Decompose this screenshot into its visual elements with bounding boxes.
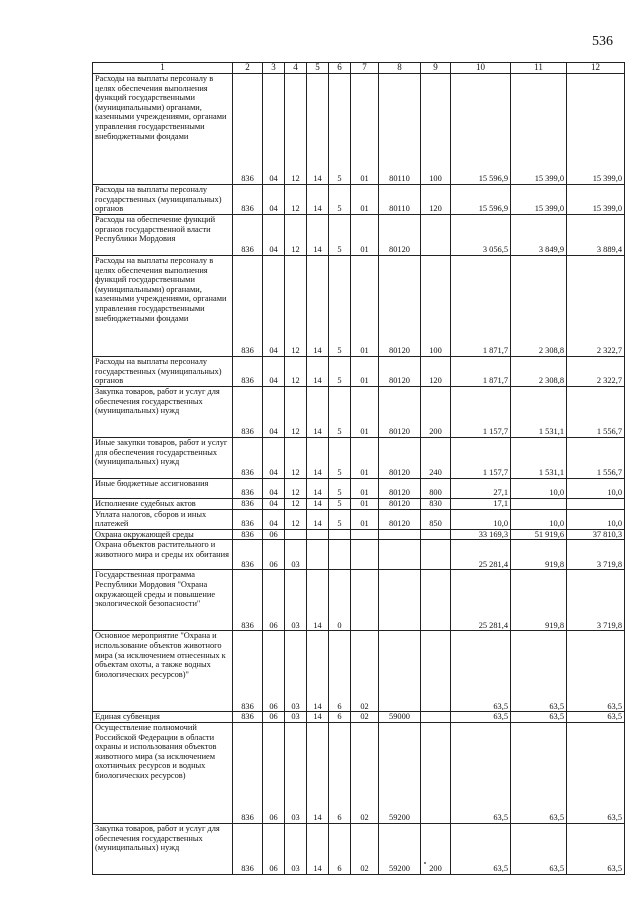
- cell-c8: 80120: [379, 357, 421, 387]
- cell-c10: 15 596,9: [451, 74, 511, 185]
- row-name: Расходы на выплаты персоналу государственных (муниципальных) органов: [93, 185, 233, 215]
- cell-c11: 63,5: [511, 823, 567, 874]
- cell-c12: 3 719,8: [567, 570, 625, 631]
- cell-c4: 12: [285, 74, 307, 185]
- row-name: Расходы на выплаты персоналу в целях обеспечения выполнения функций государственными (муниципальными) органами, казенными учреждениями, органами управления государственными внебюджетными фондами: [93, 256, 233, 357]
- cell-c7: 01: [351, 185, 379, 215]
- cell-c5: 14: [307, 823, 329, 874]
- cell-c9: 120: [421, 357, 451, 387]
- cell-c11: 51 919,6: [511, 529, 567, 540]
- column-header: 5: [307, 63, 329, 74]
- cell-c3: 04: [263, 74, 285, 185]
- column-header: 8: [379, 63, 421, 74]
- cell-c6: 5: [329, 256, 351, 357]
- cell-c9: 830: [421, 499, 451, 510]
- cell-c4: 12: [285, 509, 307, 529]
- cell-c10: 33 169,3: [451, 529, 511, 540]
- cell-c4: 03: [285, 631, 307, 712]
- row-name: Расходы на выплаты персоналу в целях обеспечения выполнения функций государственными (муниципальными) органами, казенными учреждениями, органами управления государственными внебюджетными фондами: [93, 74, 233, 185]
- cell-c3: 04: [263, 185, 285, 215]
- cell-c11: 2 308,8: [511, 357, 567, 387]
- cell-c7: [351, 570, 379, 631]
- cell-c5: 14: [307, 256, 329, 357]
- cell-c3: 06: [263, 722, 285, 823]
- cell-c10: 63,5: [451, 823, 511, 874]
- cell-c8: 80120: [379, 479, 421, 499]
- cell-c2: 836: [233, 256, 263, 357]
- cell-c4: 12: [285, 499, 307, 510]
- row-name: Иные закупки товаров, работ и услуг для обеспечения государственных (муниципальных) нужд: [93, 438, 233, 479]
- cell-c6: 6: [329, 823, 351, 874]
- cell-c7: 01: [351, 215, 379, 256]
- cell-c2: 836: [233, 185, 263, 215]
- cell-c2: 836: [233, 823, 263, 874]
- cell-c5: [307, 529, 329, 540]
- cell-c6: 5: [329, 509, 351, 529]
- cell-c2: 836: [233, 529, 263, 540]
- page-number: 536: [592, 34, 613, 49]
- cell-c2: 836: [233, 74, 263, 185]
- cell-c5: 14: [307, 712, 329, 723]
- cell-c12: 2 322,7: [567, 256, 625, 357]
- cell-c6: 5: [329, 387, 351, 438]
- cell-c8: 80120: [379, 215, 421, 256]
- cell-c4: 12: [285, 185, 307, 215]
- row-name: Исполнение судебных актов: [93, 499, 233, 510]
- cell-c3: 06: [263, 631, 285, 712]
- row-name: Расходы на обеспечение функций органов государственной власти Республики Мордовия: [93, 215, 233, 256]
- cell-c8: 80110: [379, 74, 421, 185]
- cell-c5: 14: [307, 185, 329, 215]
- row-name: Основное мероприятие "Охрана и использование объектов животного мира (за исключением отнесенных к объектам охоты, а также водных биологических ресурсов)": [93, 631, 233, 712]
- cell-c6: 5: [329, 499, 351, 510]
- cell-c2: 836: [233, 479, 263, 499]
- cell-c9: 240: [421, 438, 451, 479]
- cell-c12: 63,5: [567, 631, 625, 712]
- cell-c3: 04: [263, 215, 285, 256]
- cell-c8: 80120: [379, 509, 421, 529]
- cell-c7: 01: [351, 387, 379, 438]
- cell-c10: 27,1: [451, 479, 511, 499]
- cell-c8: 59000: [379, 712, 421, 723]
- cell-c5: 14: [307, 215, 329, 256]
- cell-c8: 80120: [379, 387, 421, 438]
- cell-c5: 14: [307, 438, 329, 479]
- cell-c7: 01: [351, 479, 379, 499]
- cell-c2: 836: [233, 722, 263, 823]
- cell-c2: 836: [233, 509, 263, 529]
- row-name: Государственная программа Республики Мордовия "Охрана окружающей среды и повышение экологической безопасности": [93, 570, 233, 631]
- cell-c12: 1 556,7: [567, 387, 625, 438]
- cell-c6: 5: [329, 479, 351, 499]
- cell-c11: 10,0: [511, 509, 567, 529]
- row-name: Закупка товаров, работ и услуг для обеспечения государственных (муниципальных) нужд: [93, 387, 233, 438]
- cell-c11: 3 849,9: [511, 215, 567, 256]
- cell-c4: 12: [285, 357, 307, 387]
- cell-c9: [421, 529, 451, 540]
- cell-c10: 17,1: [451, 499, 511, 510]
- cell-c11: 10,0: [511, 479, 567, 499]
- cell-c11: 15 399,0: [511, 74, 567, 185]
- column-header: 12: [567, 63, 625, 74]
- cell-c6: 0: [329, 570, 351, 631]
- cell-c10: 1 157,7: [451, 387, 511, 438]
- cell-c9: [421, 540, 451, 570]
- cell-c5: 14: [307, 74, 329, 185]
- table-row: [93, 499, 625, 510]
- cell-c11: 63,5: [511, 712, 567, 723]
- cell-c11: 63,5: [511, 631, 567, 712]
- cell-c12: 15 399,0: [567, 74, 625, 185]
- table-row: [93, 540, 625, 570]
- cell-c11: 1 531,1: [511, 387, 567, 438]
- cell-c6: 5: [329, 74, 351, 185]
- cell-c8: 80120: [379, 438, 421, 479]
- cell-c10: 63,5: [451, 712, 511, 723]
- row-name: Осуществление полномочий Российской Федерации в области охраны и использования объектов животного мира (за исключением охотничьих ресурсов и водных биологических ресурсов): [93, 722, 233, 823]
- cell-c8: [379, 540, 421, 570]
- cell-c7: 02: [351, 631, 379, 712]
- table-row: [93, 256, 625, 357]
- cell-c2: 836: [233, 570, 263, 631]
- column-header: 4: [285, 63, 307, 74]
- cell-c7: [351, 540, 379, 570]
- cell-c3: 04: [263, 438, 285, 479]
- column-header: 3: [263, 63, 285, 74]
- cell-c12: 15 399,0: [567, 185, 625, 215]
- cell-c5: 14: [307, 631, 329, 712]
- cell-c7: [351, 529, 379, 540]
- table-row: [93, 722, 625, 823]
- row-name: Закупка товаров, работ и услуг для обеспечения государственных (муниципальных) нужд: [93, 823, 233, 874]
- cell-c6: 6: [329, 722, 351, 823]
- cell-c10: 1 157,7: [451, 438, 511, 479]
- cell-c11: [511, 499, 567, 510]
- cell-c4: 12: [285, 438, 307, 479]
- cell-c7: 01: [351, 357, 379, 387]
- table-row: [93, 631, 625, 712]
- column-header: 1: [93, 63, 233, 74]
- cell-c8: [379, 529, 421, 540]
- cell-c12: [567, 499, 625, 510]
- cell-c7: 02: [351, 712, 379, 723]
- cell-c4: 12: [285, 215, 307, 256]
- cell-c3: 04: [263, 479, 285, 499]
- cell-c9: 120: [421, 185, 451, 215]
- cell-c12: 63,5: [567, 712, 625, 723]
- cell-c6: [329, 540, 351, 570]
- cell-c3: 04: [263, 256, 285, 357]
- cell-c6: 6: [329, 631, 351, 712]
- cell-c2: 836: [233, 215, 263, 256]
- cell-c3: 06: [263, 712, 285, 723]
- cell-c12: 10,0: [567, 479, 625, 499]
- cell-c4: 03: [285, 823, 307, 874]
- cell-c3: 06: [263, 570, 285, 631]
- cell-c11: 1 531,1: [511, 438, 567, 479]
- cell-c8: 59200: [379, 823, 421, 874]
- cell-c2: 836: [233, 438, 263, 479]
- cell-c9: 850: [421, 509, 451, 529]
- table-header-row: [93, 63, 625, 74]
- cell-c5: 14: [307, 387, 329, 438]
- cell-c5: 14: [307, 499, 329, 510]
- cell-c2: 836: [233, 540, 263, 570]
- cell-c11: 919,8: [511, 570, 567, 631]
- cell-c3: 06: [263, 529, 285, 540]
- cell-c12: 63,5: [567, 722, 625, 823]
- cell-c7: 01: [351, 509, 379, 529]
- cell-c10: 1 871,7: [451, 357, 511, 387]
- cell-c8: 80120: [379, 256, 421, 357]
- cell-c6: 5: [329, 438, 351, 479]
- cell-c8: [379, 631, 421, 712]
- cell-c10: 63,5: [451, 631, 511, 712]
- cell-c6: 5: [329, 357, 351, 387]
- cell-c9: [421, 722, 451, 823]
- scan-speck: [424, 862, 426, 864]
- cell-c3: 06: [263, 540, 285, 570]
- table-row: [93, 185, 625, 215]
- table-row: [93, 357, 625, 387]
- cell-c8: [379, 570, 421, 631]
- cell-c4: 12: [285, 256, 307, 357]
- cell-c7: 01: [351, 499, 379, 510]
- cell-c10: 15 596,9: [451, 185, 511, 215]
- cell-c9: 200: [421, 387, 451, 438]
- cell-c8: 80120: [379, 499, 421, 510]
- cell-c4: 03: [285, 570, 307, 631]
- cell-c5: 14: [307, 570, 329, 631]
- cell-c6: [329, 529, 351, 540]
- cell-c11: 2 308,8: [511, 256, 567, 357]
- cell-c3: 04: [263, 357, 285, 387]
- table-row: [93, 823, 625, 874]
- cell-c12: 2 322,7: [567, 357, 625, 387]
- cell-c5: 14: [307, 479, 329, 499]
- cell-c10: 3 056,5: [451, 215, 511, 256]
- cell-c7: 01: [351, 74, 379, 185]
- column-header: 2: [233, 63, 263, 74]
- cell-c2: 836: [233, 631, 263, 712]
- cell-c5: 14: [307, 357, 329, 387]
- table-row: [93, 509, 625, 529]
- cell-c10: 1 871,7: [451, 256, 511, 357]
- cell-c9: [421, 570, 451, 631]
- cell-c3: 04: [263, 509, 285, 529]
- cell-c9: [421, 712, 451, 723]
- cell-c10: 10,0: [451, 509, 511, 529]
- cell-c7: 02: [351, 722, 379, 823]
- cell-c4: 12: [285, 479, 307, 499]
- table-row: [93, 438, 625, 479]
- cell-c9: [421, 215, 451, 256]
- cell-c11: 15 399,0: [511, 185, 567, 215]
- cell-c11: 919,8: [511, 540, 567, 570]
- column-header: 10: [451, 63, 511, 74]
- cell-c4: [285, 529, 307, 540]
- column-header: 6: [329, 63, 351, 74]
- column-header: 11: [511, 63, 567, 74]
- cell-c2: 836: [233, 357, 263, 387]
- cell-c9: 200: [421, 823, 451, 874]
- cell-c3: 06: [263, 823, 285, 874]
- cell-c12: 10,0: [567, 509, 625, 529]
- cell-c2: 836: [233, 499, 263, 510]
- cell-c10: 25 281,4: [451, 540, 511, 570]
- table-row: [93, 387, 625, 438]
- cell-c12: 3 889,4: [567, 215, 625, 256]
- cell-c4: 03: [285, 722, 307, 823]
- cell-c9: 100: [421, 74, 451, 185]
- table-row: [93, 712, 625, 723]
- table-row: [93, 529, 625, 540]
- cell-c2: 836: [233, 387, 263, 438]
- row-name: Охрана объектов растительного и животного мира и среды их обитания: [93, 540, 233, 570]
- cell-c5: 14: [307, 722, 329, 823]
- cell-c9: 100: [421, 256, 451, 357]
- table-row: [93, 479, 625, 499]
- column-header: 7: [351, 63, 379, 74]
- cell-c8: 59200: [379, 722, 421, 823]
- cell-c7: 01: [351, 256, 379, 357]
- cell-c9: 800: [421, 479, 451, 499]
- cell-c6: 5: [329, 215, 351, 256]
- cell-c12: 63,5: [567, 823, 625, 874]
- row-name: Расходы на выплаты персоналу государственных (муниципальных) органов: [93, 357, 233, 387]
- cell-c6: 6: [329, 712, 351, 723]
- cell-c8: 80110: [379, 185, 421, 215]
- cell-c3: 04: [263, 499, 285, 510]
- cell-c3: 04: [263, 387, 285, 438]
- row-name: Охрана окружающей среды: [93, 529, 233, 540]
- cell-c7: 02: [351, 823, 379, 874]
- cell-c7: 01: [351, 438, 379, 479]
- table-row: [93, 74, 625, 185]
- cell-c12: 1 556,7: [567, 438, 625, 479]
- cell-c2: 836: [233, 712, 263, 723]
- row-name: Иные бюджетные ассигнования: [93, 479, 233, 499]
- row-name: Единая субвенция: [93, 712, 233, 723]
- cell-c12: 37 810,3: [567, 529, 625, 540]
- cell-c5: [307, 540, 329, 570]
- cell-c4: 03: [285, 540, 307, 570]
- cell-c10: 25 281,4: [451, 570, 511, 631]
- cell-c6: 5: [329, 185, 351, 215]
- cell-c5: 14: [307, 509, 329, 529]
- budget-table: [92, 62, 625, 875]
- cell-c10: 63,5: [451, 722, 511, 823]
- cell-c11: 63,5: [511, 722, 567, 823]
- cell-c9: [421, 631, 451, 712]
- cell-c4: 12: [285, 387, 307, 438]
- table-row: [93, 215, 625, 256]
- table-row: [93, 570, 625, 631]
- column-header: 9: [421, 63, 451, 74]
- cell-c4: 03: [285, 712, 307, 723]
- row-name: Уплата налогов, сборов и иных платежей: [93, 509, 233, 529]
- cell-c12: 3 719,8: [567, 540, 625, 570]
